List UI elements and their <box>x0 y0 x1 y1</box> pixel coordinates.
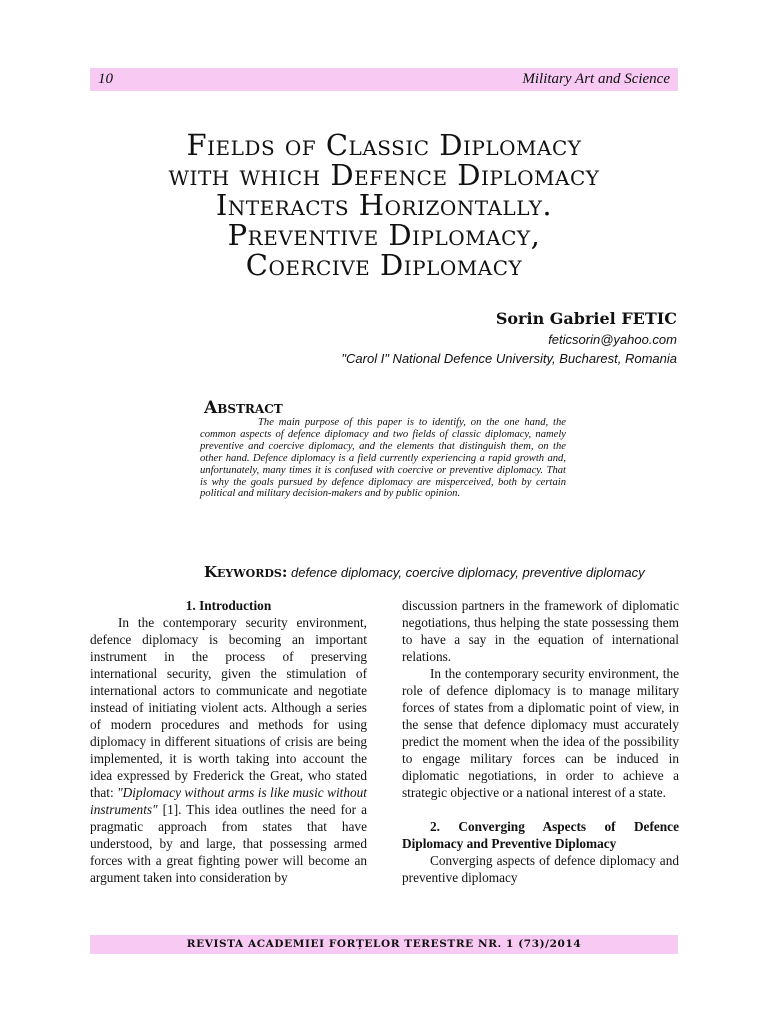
journal-name: Military Art and Science <box>522 71 670 87</box>
title-line: with which Defence Diplomacy <box>168 158 600 192</box>
spacer <box>402 801 679 818</box>
title-line: Fields of Classic Diplomacy <box>186 128 582 162</box>
section-heading: 2. Converging Aspects of Defence Diplomacy and Preventive Diplomacy <box>402 819 679 851</box>
body-paragraph: Converging aspects of defence diplomacy and preventive diplomacy <box>402 853 679 885</box>
paragraph-text: [1]. This idea outlines the need for a pragmatic approach from states that have understood, by and large, that possessing armed forces with a great fighting power will become an argument taken into consideration by <box>90 802 367 885</box>
running-header <box>90 68 678 91</box>
abstract-text: The main purpose of this paper is to identify, on the one hand, the common aspects of defence diplomacy and two fields of classic diplomacy, namely preventive and coercive diplomacy, and the elements that distinguish them, on the other hand. Defence diplomacy is a field currently experiencing a rapid growth and, unfortunately, many times it is confused with coercive or preventive diplomacy. That is why the goals pursued by defence diplomacy are misperceived, both by certain political and military decision-makers and by public opinion. <box>200 417 566 500</box>
paragraph-text: In the contemporary security environment, defence diplomacy is becoming an important instrument in the process of preserving international security, given the stimulation of international actors to communicate and negotiate instead of initiating violent acts. Although a series of modern procedures and methods for using diplomacy in different situations of crisis are being implemented, it is worth taking into account the idea expressed by Frederick the Great, who stated that: <box>90 615 367 800</box>
page-number: 10 <box>98 71 113 87</box>
abstract-heading: Abstract <box>204 398 283 418</box>
quote-text: "Diplomacy without arms is like music without instruments" <box>90 785 367 817</box>
body-column-left <box>90 597 367 886</box>
body-paragraph: In the contemporary security environment, the role of defence diplomacy is to manage military forces of states from a diplomatic point of view, in the sense that defence diplomacy must accurately predict the moment when the idea of the possibility to engage military forces can be induced in diplomatic negotiations, in order to achieve a strategic objective or a national interest of a state. <box>402 666 679 800</box>
running-footer: REVISTA ACADEMIEI FORȚELOR TERESTRE NR. 1 (73)/2014 <box>90 935 678 954</box>
body-paragraph: discussion partners in the framework of diplomatic negotiations, thus helping the state possessing them to have a say in the equation of international relations. <box>402 598 679 664</box>
title-line: Coercive Diplomacy <box>245 248 523 282</box>
keywords <box>204 563 645 581</box>
paper-title <box>90 130 678 280</box>
keywords-label: Keywords: <box>204 563 288 581</box>
keywords-text: defence diplomacy, coercive diplomacy, preventive diplomacy <box>291 565 645 580</box>
title-line: Interacts Horizontally. <box>215 188 553 222</box>
body-paragraph <box>90 614 367 886</box>
title-line: Preventive Diplomacy, <box>227 218 541 252</box>
author-affiliation: "Carol I" National Defence University, Bucharest, Romania <box>341 351 677 366</box>
body-column-right <box>402 597 679 886</box>
author-name: Sorin Gabriel FETIC <box>495 309 677 328</box>
author-block <box>257 308 677 368</box>
section-heading: 1. Introduction <box>185 598 272 613</box>
author-email: feticsorin@yahoo.com <box>548 332 677 347</box>
